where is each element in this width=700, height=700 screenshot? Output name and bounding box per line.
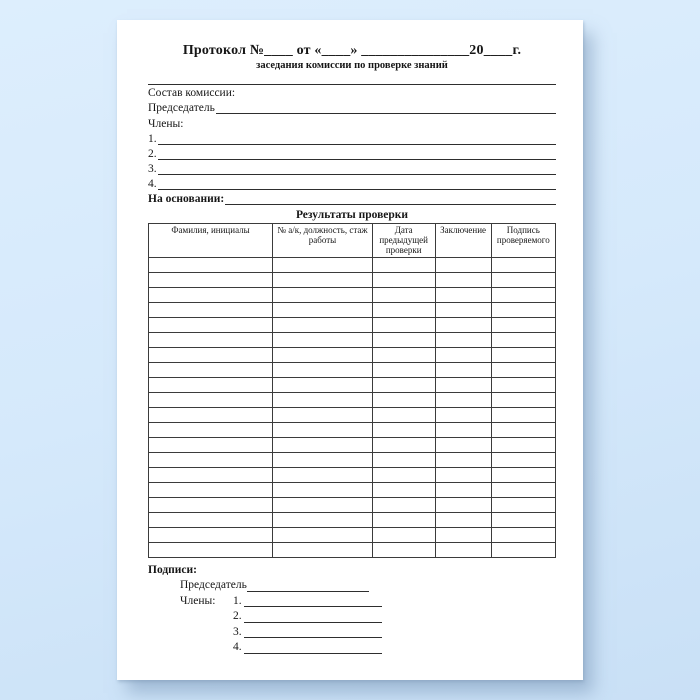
- table-cell: [372, 333, 435, 348]
- blank-write-line: [148, 72, 556, 85]
- column-header: № а/к, должность, стаж работы: [273, 224, 373, 258]
- table-cell: [149, 258, 273, 273]
- table-cell: [372, 408, 435, 423]
- member-fill-line: [158, 144, 556, 145]
- signature-member-line: [233, 594, 382, 610]
- table-row: [149, 363, 556, 378]
- member-fill-line: [158, 174, 556, 175]
- member-number: 4.: [148, 178, 157, 190]
- table-cell: [372, 258, 435, 273]
- table-cell: [491, 393, 555, 408]
- column-header: Подпись проверяемого: [491, 224, 555, 258]
- signature-member-line: [233, 625, 382, 641]
- table-row: [149, 453, 556, 468]
- table-cell: [372, 273, 435, 288]
- table-cell: [273, 378, 373, 393]
- table-cell: [273, 468, 373, 483]
- table-row: [149, 348, 556, 363]
- table-cell: [149, 303, 273, 318]
- table-cell: [372, 303, 435, 318]
- table-cell: [435, 453, 491, 468]
- table-cell: [435, 408, 491, 423]
- member-line: [148, 162, 556, 177]
- signature-member-number: 1.: [233, 594, 242, 607]
- table-cell: [149, 333, 273, 348]
- column-header: Заключение: [435, 224, 491, 258]
- signature-member-fill-line: [244, 606, 382, 607]
- table-cell: [491, 273, 555, 288]
- signature-member-number: 4.: [233, 641, 242, 653]
- table-row: [149, 333, 556, 348]
- table-cell: [491, 453, 555, 468]
- table-row: [149, 393, 556, 408]
- table-cell: [273, 348, 373, 363]
- table-cell: [372, 288, 435, 303]
- table-cell: [491, 288, 555, 303]
- table-cell: [372, 483, 435, 498]
- column-header: Дата предыдущей проверки: [372, 224, 435, 258]
- table-cell: [372, 318, 435, 333]
- table-cell: [372, 498, 435, 513]
- table-cell: [273, 513, 373, 528]
- table-cell: [273, 528, 373, 543]
- table-cell: [273, 408, 373, 423]
- signature-member-number: 3.: [233, 625, 242, 638]
- table-cell: [491, 378, 555, 393]
- table-cell: [491, 363, 555, 378]
- signature-member-number: 2.: [233, 610, 242, 622]
- table-cell: [273, 303, 373, 318]
- protocol-form: [117, 20, 583, 656]
- table-cell: [435, 543, 491, 558]
- table-cell: [491, 543, 555, 558]
- member-number: 1.: [148, 133, 157, 145]
- chairman-fill-line: [216, 113, 556, 114]
- table-cell: [491, 483, 555, 498]
- table-cell: [372, 378, 435, 393]
- signature-members-block: [180, 594, 556, 656]
- table-cell: [273, 498, 373, 513]
- table-cell: [149, 438, 273, 453]
- table-cell: [273, 543, 373, 558]
- table-cell: [372, 363, 435, 378]
- signature-member-line: [233, 609, 382, 625]
- table-cell: [435, 273, 491, 288]
- member-line: [148, 147, 556, 162]
- table-cell: [491, 513, 555, 528]
- table-cell: [435, 393, 491, 408]
- table-cell: [372, 348, 435, 363]
- member-lines: [148, 132, 556, 192]
- column-header: Фамилия, инициалы: [149, 224, 273, 258]
- table-cell: [491, 318, 555, 333]
- table-cell: [149, 363, 273, 378]
- table-cell: [491, 528, 555, 543]
- table-cell: [273, 363, 373, 378]
- table-cell: [372, 528, 435, 543]
- table-row: [149, 408, 556, 423]
- chairman-line: [148, 101, 556, 116]
- table-cell: [372, 513, 435, 528]
- table-cell: [491, 348, 555, 363]
- table-cell: [435, 423, 491, 438]
- table-cell: [435, 378, 491, 393]
- member-fill-line: [158, 159, 556, 160]
- basis-label: На основании:: [148, 193, 225, 205]
- results-table-header-row: [149, 224, 556, 258]
- table-cell: [491, 438, 555, 453]
- protocol-title: Протокол №____ от «____» _______________20____г.: [182, 43, 522, 58]
- table-row: [149, 528, 556, 543]
- table-cell: [435, 318, 491, 333]
- results-table-title: Результаты проверки: [295, 209, 409, 221]
- signature-chairman-line: [180, 578, 556, 594]
- table-cell: [149, 543, 273, 558]
- table-cell: [372, 468, 435, 483]
- table-cell: [491, 498, 555, 513]
- basis-fill-line: [225, 204, 556, 205]
- table-cell: [149, 453, 273, 468]
- table-row: [149, 378, 556, 393]
- table-row: [149, 483, 556, 498]
- table-cell: [491, 333, 555, 348]
- table-cell: [435, 468, 491, 483]
- member-number: 2.: [148, 148, 157, 160]
- table-cell: [149, 468, 273, 483]
- signature-members-label: Члены:: [180, 594, 216, 607]
- chairman-label: Председатель: [148, 102, 215, 114]
- table-cell: [149, 528, 273, 543]
- table-cell: [435, 363, 491, 378]
- table-cell: [149, 513, 273, 528]
- table-cell: [372, 438, 435, 453]
- table-cell: [435, 483, 491, 498]
- table-cell: [149, 498, 273, 513]
- member-fill-line: [158, 189, 556, 190]
- table-cell: [273, 453, 373, 468]
- table-cell: [273, 483, 373, 498]
- table-cell: [491, 303, 555, 318]
- table-cell: [149, 348, 273, 363]
- member-line: [148, 177, 556, 192]
- table-cell: [435, 288, 491, 303]
- table-cell: [273, 423, 373, 438]
- signature-member-line: [233, 640, 382, 656]
- table-cell: [491, 423, 555, 438]
- signature-member-fill-line: [244, 637, 382, 638]
- table-row: [149, 438, 556, 453]
- table-cell: [435, 303, 491, 318]
- table-cell: [149, 483, 273, 498]
- table-row: [149, 513, 556, 528]
- table-row: [149, 303, 556, 318]
- table-cell: [491, 468, 555, 483]
- table-cell: [372, 453, 435, 468]
- table-cell: [273, 258, 373, 273]
- signature-chairman-label: Председатель: [180, 579, 247, 591]
- table-cell: [149, 408, 273, 423]
- table-cell: [491, 258, 555, 273]
- table-cell: [149, 318, 273, 333]
- table-row: [149, 258, 556, 273]
- table-cell: [435, 528, 491, 543]
- table-cell: [491, 408, 555, 423]
- table-cell: [435, 513, 491, 528]
- member-line: [148, 132, 556, 147]
- table-cell: [273, 333, 373, 348]
- table-row: [149, 318, 556, 333]
- members-label: Члены:: [148, 118, 184, 130]
- table-row: [149, 498, 556, 513]
- table-cell: [435, 333, 491, 348]
- protocol-subtitle: заседания комиссии по проверке знаний: [256, 60, 448, 71]
- results-table: [148, 223, 556, 558]
- table-row: [149, 543, 556, 558]
- table-cell: [149, 378, 273, 393]
- table-cell: [149, 288, 273, 303]
- table-cell: [435, 258, 491, 273]
- table-cell: [273, 288, 373, 303]
- signature-member-lines: [233, 594, 382, 656]
- table-cell: [372, 543, 435, 558]
- member-number: 3.: [148, 163, 157, 175]
- table-cell: [435, 498, 491, 513]
- basis-line: [148, 192, 556, 207]
- table-row: [149, 273, 556, 288]
- commission-heading: Состав комиссии:: [148, 87, 236, 99]
- table-cell: [273, 393, 373, 408]
- table-cell: [273, 318, 373, 333]
- table-cell: [273, 438, 373, 453]
- table-cell: [435, 348, 491, 363]
- table-row: [149, 468, 556, 483]
- signatures-heading: Подписи:: [148, 564, 197, 576]
- table-cell: [149, 273, 273, 288]
- table-cell: [372, 393, 435, 408]
- table-cell: [372, 423, 435, 438]
- table-row: [149, 423, 556, 438]
- signature-member-fill-line: [244, 653, 382, 654]
- signature-chairman-fill-line: [247, 591, 369, 592]
- table-row: [149, 288, 556, 303]
- table-cell: [273, 273, 373, 288]
- table-cell: [149, 393, 273, 408]
- table-cell: [149, 423, 273, 438]
- document-sheet: [117, 20, 583, 680]
- table-cell: [435, 438, 491, 453]
- results-table-body: [149, 258, 556, 558]
- signature-member-fill-line: [244, 622, 382, 623]
